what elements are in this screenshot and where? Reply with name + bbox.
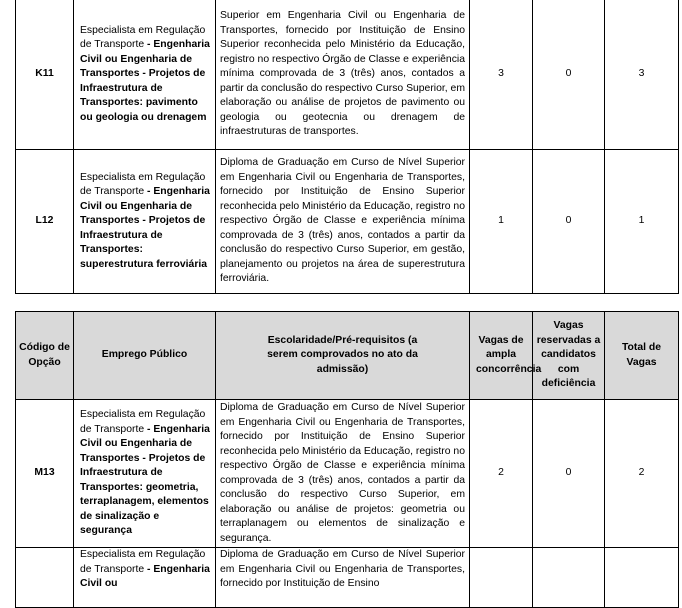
total-vacancies: 3: [605, 0, 679, 150]
job-title-plain: Especialista em Regulação de Transporte: [80, 24, 206, 51]
header-total-vacancies: Total de Vagas: [605, 312, 679, 400]
header-job: Emprego Público: [74, 312, 216, 400]
header-reserved-vacancies: Vagas reservadas a candidatos com deficiência: [533, 312, 605, 400]
broad-vacancies: 2: [470, 400, 533, 548]
vacancy-table-continued: [15, 0, 679, 294]
header-option-code: Código de Opção: [16, 312, 74, 400]
job-title-specialty: - Engenharia Civil ou Engenharia de Transportes - Projetos de Infraestrutura de Transportes: pavimento ou geologia ou drenagem: [80, 39, 210, 123]
job-title-specialty: - Engenharia Civil ou Engenharia de Transportes - Projetos de Infraestrutura de Transportes: geometria, terraplanagem, elementos de sinalização e segurança: [80, 423, 210, 537]
reserved-vacancies: 0: [533, 150, 605, 294]
job-title-plain: Especialista em Regulação de Transporte: [80, 549, 206, 575]
table-row: [16, 548, 679, 608]
job-title-specialty: - Engenharia Civil ou: [80, 563, 210, 589]
reserved-vacancies: [533, 548, 605, 608]
vacancy-table: [15, 311, 679, 608]
job-title: [74, 400, 216, 548]
broad-vacancies: 3: [470, 0, 533, 150]
broad-vacancies: [470, 548, 533, 608]
table-row: [16, 0, 679, 150]
total-vacancies: 2: [605, 400, 679, 548]
requirements: Diploma de Graduação em Curso de Nível Superior em Engenharia Civil ou Engenharia de Transportes, fornecido por Instituição de Ensino Superior reconhecida pelo Ministério da Educação, registro no respectivo Órgão de Classe e experiência mínima comprovada de 3 (três) anos, contados a partir da conclusão do respectivo Curso Superior, em gestão, planejamento ou projetos na área de superestrutura ferroviária.: [216, 150, 470, 294]
table-header-row: [16, 312, 679, 400]
reserved-vacancies: 0: [533, 0, 605, 150]
job-title: [74, 0, 216, 150]
header-broad-vacancies: Vagas de ampla concorrência: [470, 312, 533, 400]
reserved-vacancies: 0: [533, 400, 605, 548]
table-row: [16, 400, 679, 548]
option-code: K11: [16, 0, 74, 150]
job-title: [74, 150, 216, 294]
requirements: Superior em Engenharia Civil ou Engenharia de Transportes, fornecido por Instituição de Ensino Superior reconhecida pelo Ministério da Educação, registro no respectivo Órgão de Classe e experiência mínima comprovada de 3 (três) anos, contados a partir da conclusão do respectivo Curso Superior, em elaboração ou análise de projetos de pavimento ou geologia ou geotecnia ou drenagem de infraestruturas de transportes.: [216, 0, 470, 150]
requirements: Diploma de Graduação em Curso de Nível Superior em Engenharia Civil ou Engenharia de Transportes, fornecido por Instituição de Ensino Superior reconhecida pelo Ministério da Educação, registro no respectivo Órgão de Classe e experiência mínima comprovada de 3 (três) anos, contados a partir da conclusão do respectivo Curso Superior, em elaboração ou análise de projetos: geometria ou terraplanagem ou elementos de sinalização e segurança.: [216, 400, 470, 548]
broad-vacancies: 1: [470, 150, 533, 294]
job-title: [74, 548, 216, 608]
table-row: [16, 150, 679, 294]
total-vacancies: 1: [605, 150, 679, 294]
job-title-plain: Especialista em Regulação de Transporte: [80, 171, 206, 198]
option-code: [16, 548, 74, 608]
option-code: L12: [16, 150, 74, 294]
requirements: Diploma de Graduação em Curso de Nível Superior em Engenharia Civil ou Engenharia de Transportes, fornecido por Instituição de Ensino: [216, 548, 470, 608]
job-title-plain: Especialista em Regulação de Transporte: [80, 409, 206, 435]
job-title-specialty: - Engenharia Civil ou Engenharia de Transportes - Projetos de Infraestrutura de Transportes: superestrutura ferroviária: [80, 186, 210, 270]
option-code: M13: [16, 400, 74, 548]
total-vacancies: [605, 548, 679, 608]
header-requirements: Escolaridade/Pré-requisitos (a serem comprovados no ato da admissão): [216, 312, 470, 400]
